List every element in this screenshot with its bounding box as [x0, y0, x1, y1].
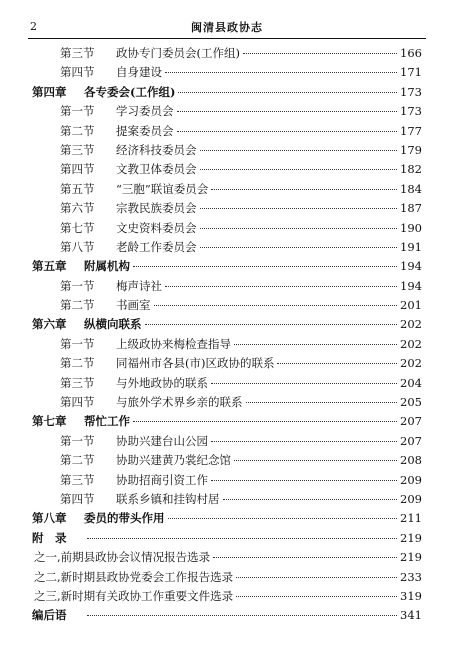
toc-entry-label: 第三节 [60, 472, 95, 487]
toc-chapter-entry [32, 530, 422, 549]
toc-entry-page-number: 191 [400, 239, 422, 254]
toc-entry-label: 第四节 [60, 491, 95, 506]
toc-entry-page-number: 233 [400, 569, 422, 584]
toc-entry-label: 第三节 [60, 375, 95, 390]
toc-entry-title: 协助招商引资工作 [116, 472, 208, 487]
toc-section-entry [32, 588, 422, 607]
toc-entry-label: 第一节 [60, 104, 95, 119]
dot-leader [211, 189, 397, 190]
dot-leader [200, 247, 398, 248]
toc-entry-title: 老龄工作委员会 [116, 239, 197, 254]
toc-entry-title: 协助兴建黄乃裳纪念馆 [116, 453, 231, 468]
toc-entry-page-number: 205 [400, 395, 422, 410]
toc-section-entry [32, 239, 422, 258]
toc-entry-label: 第八章 [32, 511, 67, 526]
dot-leader [277, 363, 397, 364]
toc-entry-label: 第四节 [60, 65, 95, 80]
toc-entry-label: 第一节 [60, 433, 95, 448]
toc-chapter-entry [32, 316, 422, 335]
toc-entry-title: 经济科技委员会 [116, 142, 197, 157]
toc-entry-page-number: 202 [400, 317, 422, 332]
toc-section-entry [32, 452, 422, 471]
toc-section-entry [32, 45, 422, 64]
toc-section-entry [32, 220, 422, 239]
toc-section-entry [32, 64, 422, 83]
dot-leader [243, 53, 397, 54]
toc-section-entry [32, 433, 422, 452]
toc-entry-page-number: 194 [400, 259, 422, 274]
dot-leader [145, 324, 398, 325]
toc-section-entry [32, 472, 422, 491]
dot-leader [211, 480, 397, 481]
toc-entry-label: 第六章 [32, 317, 67, 332]
toc-entry-title: 联系乡镇和挂钩村居 [116, 491, 220, 506]
toc-entry-title: 文史资料委员会 [116, 220, 197, 235]
toc-entry-label: 第二节 [60, 356, 95, 371]
dot-leader [213, 557, 397, 558]
toc-section-entry [32, 278, 422, 297]
dot-leader [246, 402, 398, 403]
page-number: 2 [30, 20, 37, 33]
toc-entry-label: 第五章 [32, 259, 67, 274]
toc-entry-page-number: 171 [400, 65, 422, 80]
toc-section-entry [32, 569, 422, 588]
dot-leader [236, 596, 397, 597]
toc-chapter-entry [32, 413, 422, 432]
toc-entry-title: “三胞”联谊委员会 [116, 181, 209, 196]
toc-entry-page-number: 179 [400, 142, 422, 157]
toc-entry-label: 第一节 [60, 336, 95, 351]
toc-entry-label: 第三节 [60, 142, 95, 157]
toc-entry-label: 第七节 [60, 220, 95, 235]
toc-entry-page-number: 177 [400, 123, 422, 138]
dot-leader [236, 577, 397, 578]
toc-entry-label: 第六节 [60, 201, 95, 216]
toc-entry-label: 第三节 [60, 46, 95, 60]
dot-leader [211, 383, 397, 384]
table-of-contents [32, 45, 422, 627]
toc-entry-title: 文教卫体委员会 [116, 162, 197, 177]
toc-entry-label: 第一节 [60, 278, 95, 293]
toc-section-entry [32, 297, 422, 316]
toc-section-entry [32, 200, 422, 219]
toc-entry-page-number: 209 [400, 472, 422, 487]
dot-leader [177, 131, 398, 132]
toc-entry-label: 第四章 [32, 84, 67, 99]
dot-leader [133, 421, 397, 422]
toc-entry-label: 第二节 [60, 298, 95, 313]
dot-leader [211, 441, 397, 442]
toc-entry-title: 上级政协来梅检查指导 [116, 336, 231, 351]
toc-entry-label: 附 录 [32, 530, 67, 545]
toc-entry-label: 第二节 [60, 453, 95, 468]
toc-section-entry [32, 336, 422, 355]
toc-entry-page-number: 211 [400, 511, 422, 526]
toc-chapter-entry [32, 258, 422, 277]
toc-entry-title: 学习委员会 [116, 104, 174, 119]
toc-entry-page-number: 182 [400, 162, 422, 177]
toc-entry-page-number: 207 [400, 433, 422, 448]
toc-entry-label: 编后语 [32, 608, 67, 623]
toc-entry-title: 之三,新时期有关政协工作重要文件选录 [34, 588, 234, 603]
toc-entry-page-number: 219 [400, 550, 422, 565]
toc-entry-page-number: 202 [400, 356, 422, 371]
toc-entry-label: 第二节 [60, 123, 95, 138]
dot-leader [133, 266, 397, 267]
dot-leader [223, 499, 398, 500]
toc-section-entry [32, 375, 422, 394]
toc-entry-title: 自身建设 [116, 65, 162, 80]
toc-entry-title: 宗教民族委员会 [116, 201, 197, 216]
toc-entry-page-number: 204 [400, 375, 422, 390]
dot-leader [200, 169, 398, 170]
toc-section-entry [32, 142, 422, 161]
dot-leader [177, 111, 398, 112]
dot-leader [165, 72, 397, 73]
dot-leader [178, 92, 397, 93]
dot-leader [200, 228, 398, 229]
dot-leader [87, 538, 397, 539]
toc-section-entry [32, 123, 422, 142]
toc-entry-page-number: 190 [400, 220, 422, 235]
toc-entry-page-number: 201 [400, 298, 422, 313]
dot-leader [200, 150, 398, 151]
toc-entry-page-number: 184 [400, 181, 422, 196]
page-header [28, 16, 426, 39]
toc-entry-title: 附属机构 [84, 259, 130, 274]
toc-entry-title: 各专委会(工作组) [84, 84, 176, 99]
toc-entry-title: 纵横向联系 [84, 317, 142, 332]
toc-entry-title: 与外地政协的联系 [116, 375, 208, 390]
toc-chapter-entry [32, 84, 422, 103]
toc-entry-page-number: 173 [400, 104, 422, 119]
toc-entry-page-number: 207 [400, 414, 422, 429]
toc-entry-page-number: 219 [400, 530, 422, 545]
toc-entry-label: 第八节 [60, 239, 95, 254]
toc-entry-label: 第四节 [60, 162, 95, 177]
toc-entry-title: 协助兴建台山公园 [116, 433, 208, 448]
toc-entry-title: 委员的带头作用 [84, 511, 165, 526]
toc-entry-page-number: 341 [400, 608, 422, 623]
toc-section-entry [32, 355, 422, 374]
toc-entry-page-number: 166 [400, 46, 422, 60]
toc-section-entry [32, 161, 422, 180]
toc-entry-page-number: 194 [400, 278, 422, 293]
dot-leader [165, 286, 397, 287]
dot-leader [200, 208, 398, 209]
toc-entry-title: 之一,前期县政协会议情况报告选录 [34, 550, 211, 565]
toc-entry-page-number: 173 [400, 84, 422, 99]
toc-section-entry [32, 394, 422, 413]
toc-entry-title: 政协专门委员会(工作组) [116, 46, 240, 60]
toc-entry-title: 帮忙工作 [84, 414, 130, 429]
toc-entry-page-number: 187 [400, 201, 422, 216]
toc-entry-title: 之二,新时期县政协党委会工作报告选录 [34, 569, 234, 584]
dot-leader [168, 518, 398, 519]
toc-entry-page-number: 319 [400, 588, 422, 603]
toc-entry-page-number: 202 [400, 336, 422, 351]
toc-entry-title: 书画室 [116, 298, 151, 313]
toc-entry-page-number: 208 [400, 453, 422, 468]
toc-entry-title: 同福州市各县(市)区政协的联系 [116, 356, 275, 371]
toc-section-entry [32, 491, 422, 510]
toc-section-entry [32, 181, 422, 200]
toc-entry-title: 梅声诗社 [116, 278, 162, 293]
dot-leader [234, 344, 397, 345]
toc-chapter-entry [32, 607, 422, 626]
dot-leader [87, 615, 397, 616]
toc-entry-label: 第五节 [60, 181, 95, 196]
toc-entry-label: 第四节 [60, 395, 95, 410]
dot-leader [154, 305, 398, 306]
toc-entry-title: 与旅外学术界乡亲的联系 [116, 395, 243, 410]
toc-entry-page-number: 209 [400, 491, 422, 506]
book-title: 闽清县政协志 [191, 21, 263, 34]
toc-entry-title: 提案委员会 [116, 123, 174, 138]
dot-leader [234, 460, 397, 461]
toc-entry-label: 第七章 [32, 414, 67, 429]
toc-section-entry [32, 549, 422, 568]
toc-section-entry [32, 103, 422, 122]
toc-chapter-entry [32, 510, 422, 529]
